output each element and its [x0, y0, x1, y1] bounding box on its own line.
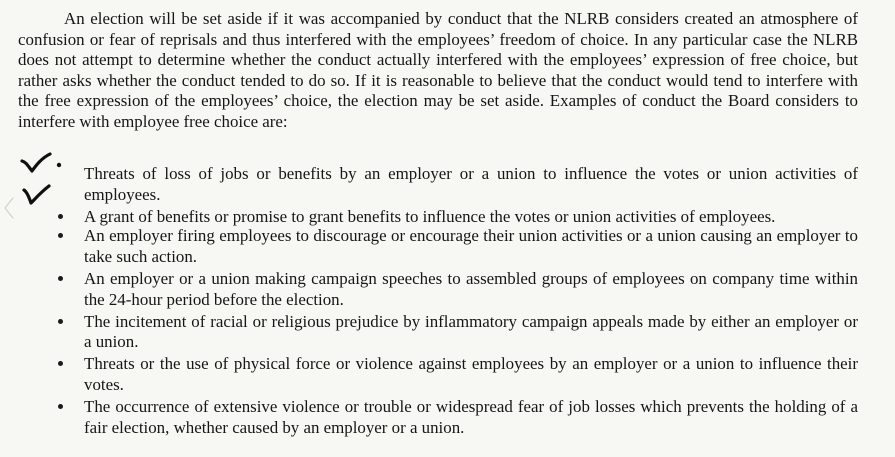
list-item-text: The occurrence of extensive violence or trouble or widespread fear of job losses which prevents the holding of a fair election, whether caused by an employer or a union. [84, 397, 858, 437]
handwritten-checkmark-icon [20, 150, 70, 176]
list-item-text: Threats of loss of jobs or benefits by an employer or a union to influence the votes or union activities of employees. [84, 164, 858, 204]
list-item [84, 269, 858, 310]
list-item-text: An employer firing employees to discourage or encourage their union activities or a union causing an employer to take such action. [84, 226, 858, 266]
list-item-text: A grant of benefits or promise to grant benefits to influence the votes or union activities of employees. [84, 206, 776, 226]
list-item-text: An employer or a union making campaign speeches to assembled groups of employees on company time within the 24-hour period before the election. [84, 268, 858, 309]
bullet-icon [58, 319, 63, 324]
conduct-examples-list [84, 164, 858, 440]
handwritten-checkmark-icon [22, 182, 52, 206]
bullet-icon [58, 404, 63, 409]
list-item [84, 164, 858, 205]
bullet-icon [58, 361, 63, 366]
bullet-icon [58, 276, 63, 281]
bullet-icon [58, 214, 63, 219]
list-item [84, 207, 858, 228]
bullet-icon [58, 233, 63, 238]
list-item [84, 226, 858, 267]
list-item [84, 397, 858, 438]
list-item [84, 312, 858, 353]
intro-paragraph: An election will be set aside if it was accompanied by conduct that the NLRB considers created an atmosphere of confusion or fear of reprisals and thus interfered with the employees’ freedom of choice. In any particular case the NLRB does not attempt to determine whether the conduct actually interfered with the employees’ expression of free choice, but rather asks whether the conduct tended to do so. If it is reasonable to believe that the conduct would tend to interfere with the free expression of the employees’ choice, the election may be set aside. Examples of conduct the Board considers to interfere with employee free choice are: [18, 9, 858, 131]
list-item-text: The incitement of racial or religious prejudice by inflammatory campaign appeals made by either an employer or a union. [84, 311, 858, 352]
chevron-left-icon [3, 196, 15, 220]
list-item [84, 354, 858, 395]
list-item-text: Threats or the use of physical force or violence against employees by an employer or a union to influence their votes. [84, 354, 858, 394]
